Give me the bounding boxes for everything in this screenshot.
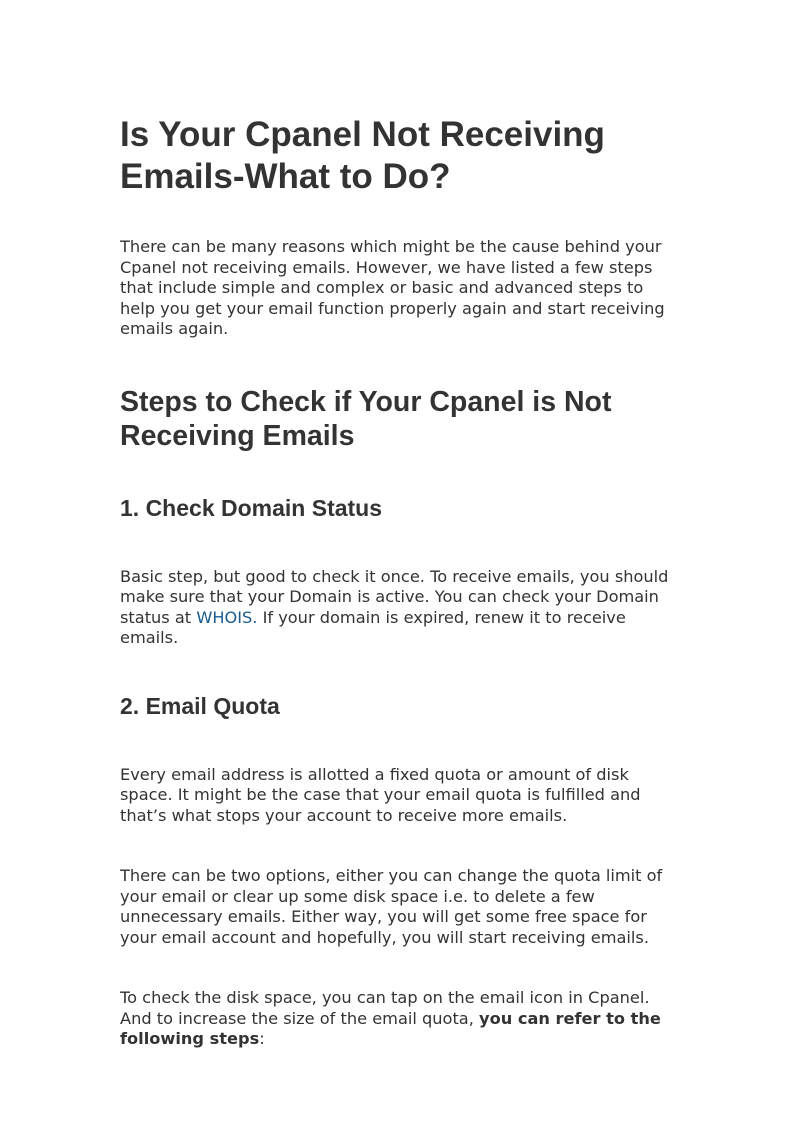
step2-paragraph-2: There can be two options, either you can change the quota limit of your email or clear up some disk space i.e. to delete a few unnecessary emails. Either way, you will get some free space for your email account and hopefully, you will start receiving emails.: [120, 866, 663, 947]
step2-paragraph-3-bold: you can refer to the following steps: [120, 1008, 661, 1048]
step1-text-before: Basic step, but good to check it once. To receive emails, you should make sure that your Domain is active. You can check your Domain status at: [120, 566, 669, 627]
whois-link[interactable]: WHOIS.: [196, 607, 258, 627]
step2-heading: 2. Email Quota: [120, 692, 280, 719]
step1-paragraph: [120, 567, 680, 649]
step2-paragraph-3-text: To check the disk space, you can tap on the email icon in Cpanel. And to increase the size of the email quota,: [120, 988, 650, 1028]
step2-paragraph-1: Every email address is allotted a fixed quota or amount of disk space. It might be the case that your email quota is fulfilled and that’s what stops your account to receive more emails.: [120, 764, 641, 825]
intro-paragraph: There can be many reasons which might be the cause behind your Cpanel not receiving emails. However, we have listed a few steps that include simple and complex or basic and advanced steps to help you get your email function properly again and start receiving emails again.: [120, 237, 665, 338]
page-title: Is Your Cpanel Not Receiving Emails-What to Do?: [120, 115, 605, 196]
step2-paragraph-3-end: :: [259, 1029, 265, 1048]
section-heading: Steps to Check if Your Cpanel is Not Receiving Emails: [120, 385, 612, 452]
article: [120, 114, 680, 1050]
step1-text-after: If your domain is expired, renew it to receive emails.: [120, 607, 626, 647]
step2-paragraph-3: [120, 988, 680, 1050]
step1-heading: 1. Check Domain Status: [120, 494, 383, 521]
